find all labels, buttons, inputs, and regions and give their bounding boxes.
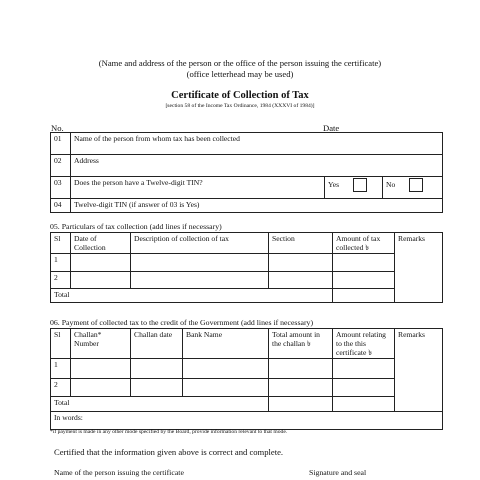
column-header: Amount relating to the this certificate ৳ [333,329,395,359]
table-cell[interactable] [183,379,269,397]
info-row-number: 01 [51,133,71,155]
table-cell[interactable] [183,359,269,379]
column-header: Total amount in the challan ৳ [269,329,333,359]
table-cell[interactable] [333,379,395,397]
table-header-row [51,233,443,254]
no-cell [383,177,443,199]
table-cell[interactable] [269,379,333,397]
info-row-label[interactable]: Twelve-digit TIN (if answer of 03 is Yes) [71,199,443,213]
column-header: Description of collection of tax [131,233,269,254]
info-row [51,133,443,155]
total-amount-cell[interactable] [269,397,333,412]
info-row-number: 03 [51,177,71,199]
certificate-subtitle: [section 58 of the Income Tax Ordinance, 1984 (XXXVI of 1984)] [165,103,315,109]
info-row-label[interactable]: Name of the person from whom tax has been collected [71,133,443,155]
info-row [51,199,443,213]
table-cell[interactable] [71,254,131,272]
table-cell[interactable] [333,254,395,272]
no-label: No [386,179,396,189]
column-header: Sl [51,233,71,254]
yes-label: Yes [328,179,340,189]
column-header: Section [269,233,333,254]
column-header: Bank Name [183,329,269,359]
signature-seal-label: Signature and seal [309,468,367,477]
total-row [51,289,443,303]
info-row-label[interactable]: Address [71,155,443,177]
info-row-number: 02 [51,155,71,177]
total-label: Total [51,397,269,412]
signatory-name-label: Name of the person issuing the certificate [54,468,184,477]
column-header: Sl [51,329,71,359]
table-row [51,272,443,289]
column-header: Remarks [395,233,443,303]
table-row [51,254,443,272]
in-words-row [51,412,443,430]
table-cell[interactable] [131,254,269,272]
no-checkbox[interactable] [409,178,423,192]
table-cell[interactable] [131,272,269,289]
table-cell[interactable] [269,359,333,379]
issuer-instruction: (Name and address of the person or the office of the person issuing the certificate) [98,58,382,68]
table-cell[interactable] [131,359,183,379]
yes-checkbox[interactable] [353,178,367,192]
section-5-heading: 05. Particulars of tax collection (add lines if necessary) [50,222,222,231]
row-number: 2 [51,272,71,289]
section-6-heading: 06. Payment of collected tax to the credit of the Government (add lines if necessary) [50,318,314,327]
table-header-row [51,329,443,359]
info-table [50,132,443,213]
info-row-number: 04 [51,199,71,213]
column-header: Challan date [131,329,183,359]
total-row [51,397,443,412]
date-label: Date [323,123,340,133]
column-header: Challan* Number [71,329,131,359]
table-cell[interactable] [269,272,333,289]
certificate-title: Certificate of Collection of Tax [171,90,309,101]
total-amount-cell[interactable] [333,289,395,303]
table-cell[interactable] [131,379,183,397]
payment-table [50,328,443,430]
table-cell[interactable] [71,359,131,379]
no-label: No. [51,123,64,133]
footnote: *if payment is made in any other mode specified by the Board, provide information relevant to that mode. [50,429,288,435]
column-header: Date of Collection [71,233,131,254]
total-certificate-cell[interactable] [333,397,395,412]
info-row [51,177,443,199]
tax-collection-table [50,232,443,303]
letterhead-note: (office letterhead may be used) [186,69,294,79]
table-cell[interactable] [333,359,395,379]
yes-cell [325,177,383,199]
table-row [51,379,443,397]
info-row-label: Does the person have a Twelve-digit TIN? [71,177,325,199]
column-header: Amount of tax collected ৳ [333,233,395,254]
table-cell[interactable] [71,379,131,397]
info-row [51,155,443,177]
column-header: Remarks [395,329,443,412]
total-label: Total [51,289,333,303]
in-words-field[interactable]: In words: [51,412,443,430]
certification-statement: Certified that the information given above is correct and complete. [54,447,284,457]
row-number: 1 [51,254,71,272]
table-cell[interactable] [333,272,395,289]
table-cell[interactable] [71,272,131,289]
row-number: 1 [51,359,71,379]
table-cell[interactable] [269,254,333,272]
table-row [51,359,443,379]
row-number: 2 [51,379,71,397]
